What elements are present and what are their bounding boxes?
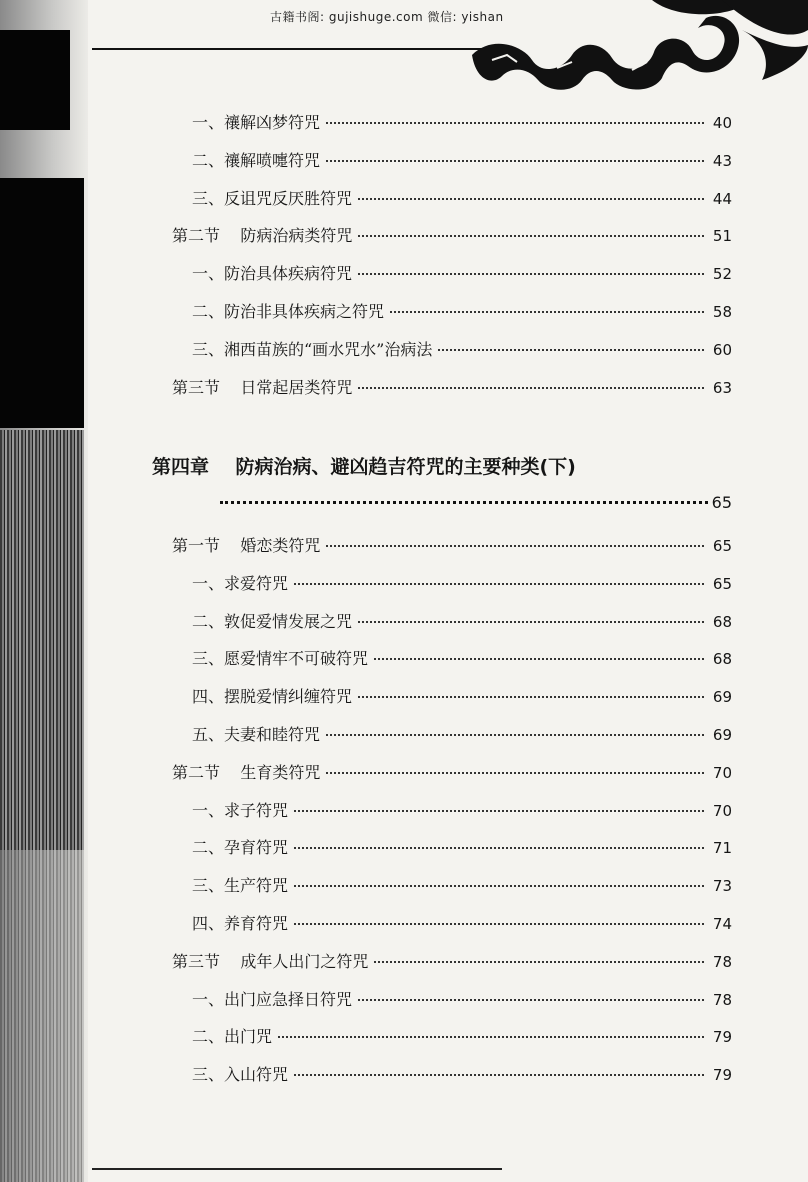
toc-entry-page-number: 68 (712, 650, 732, 669)
toc-entry[interactable] (192, 873, 732, 896)
toc-entry-page-number: 40 (712, 114, 732, 132)
dragon-ornament-icon (462, 0, 808, 96)
toc-entry-page-number: 43 (712, 151, 732, 170)
toc-entry-label: 三、生产符咒 (192, 876, 289, 896)
dot-leader (220, 501, 708, 504)
scan-shadow-top (0, 30, 70, 130)
dot-leader (358, 696, 704, 698)
toc-entry-label: 一、出门应急择日符咒 (192, 989, 353, 1009)
dot-leader (326, 122, 704, 124)
toc-entry[interactable] (192, 684, 732, 707)
toc-entry[interactable] (192, 110, 732, 133)
dot-leader (326, 545, 704, 547)
toc-entry-page-number: 79 (712, 1066, 732, 1085)
dot-leader (326, 734, 704, 736)
toc-entry-label: 三、入山符咒 (192, 1065, 289, 1085)
toc-entry-page-number: 70 (712, 763, 732, 782)
toc-entry-page-number: 44 (712, 189, 732, 208)
toc-entry-label: 第二节 生育类符咒 (172, 762, 321, 782)
dot-leader (358, 273, 704, 275)
toc-entry-label: 一、禳解凶梦符咒 (192, 113, 321, 132)
dot-leader (294, 810, 704, 812)
dot-leader (358, 235, 704, 237)
toc-entry-page-number: 65 (712, 537, 732, 555)
scan-noise-bottom (0, 850, 84, 1182)
toc-entry-page-number: 70 (712, 801, 732, 820)
toc-entry[interactable] (192, 186, 732, 209)
toc-entry-page-number: 71 (712, 839, 732, 858)
toc-entry[interactable] (192, 835, 732, 858)
toc-entry-label: 二、禳解喷嚏符咒 (192, 150, 321, 170)
footer-rule (92, 1168, 502, 1170)
toc-entry[interactable] (192, 1062, 732, 1085)
dot-leader (294, 583, 704, 585)
dot-leader (294, 885, 704, 887)
dot-leader (358, 999, 704, 1001)
toc-entry-page-number: 65 (712, 574, 732, 593)
toc-section-entry[interactable] (172, 760, 732, 783)
toc-entry-page-number: 78 (712, 990, 732, 1009)
scan-shadow-middle (0, 178, 84, 428)
toc-entry-label: 第三节 日常起居类符咒 (172, 377, 353, 397)
dot-leader (438, 349, 704, 351)
toc-entry-page-number: 52 (712, 265, 732, 284)
watermark: 古籍书阁: gujishuge.com 微信: yishan (270, 10, 504, 24)
dot-leader (358, 621, 704, 623)
dot-leader (294, 1074, 704, 1076)
toc-entry-page-number: 51 (712, 227, 732, 246)
toc-entry-page-number: 78 (712, 952, 732, 971)
toc-entry[interactable] (192, 722, 732, 745)
toc-entry-label: 四、养育符咒 (192, 914, 289, 933)
toc-entry-label: 四、摆脱爱情纠缠符咒 (192, 687, 353, 707)
toc-entry[interactable] (192, 798, 732, 821)
toc-entry-page-number: 60 (712, 340, 732, 359)
chapter-page-number: 65 (711, 493, 732, 512)
dot-leader (374, 961, 704, 963)
toc-section-entry[interactable] (172, 375, 732, 398)
toc-entry-label: 三、愿爱情牢不可破符咒 (192, 649, 369, 669)
toc-entry[interactable] (192, 609, 732, 632)
toc-section-entry[interactable] (172, 533, 732, 556)
toc-entry-label: 二、敦促爱情发展之咒 (192, 611, 353, 631)
toc-entry-label: 一、防治具体疾病符咒 (192, 264, 353, 284)
toc-entry[interactable] (192, 299, 732, 322)
dot-leader (374, 658, 704, 660)
toc-entry-page-number: 68 (712, 612, 732, 631)
toc-entry-page-number: 74 (712, 915, 732, 933)
toc-entry-page-number: 69 (712, 726, 732, 744)
toc-entry[interactable] (192, 987, 732, 1010)
toc-entry-page-number: 58 (712, 303, 732, 321)
scan-noise-lower (0, 430, 84, 850)
toc-entry-label: 二、孕育符咒 (192, 838, 289, 858)
toc-entry-label: 二、防治非具体疾病之符咒 (192, 302, 385, 321)
toc-entry-label: 一、求爱符咒 (192, 573, 289, 593)
chapter-leader-row (220, 493, 732, 512)
toc-entry-label: 第一节 婚恋类符咒 (172, 536, 321, 555)
dot-leader (390, 311, 704, 313)
toc-entry-label: 第二节 防病治病类符咒 (172, 226, 353, 246)
dot-leader (358, 387, 704, 389)
toc-entry-page-number: 63 (712, 378, 732, 397)
toc-section-entry[interactable] (172, 223, 732, 246)
toc-entry[interactable] (192, 571, 732, 594)
dot-leader (278, 1036, 704, 1038)
dot-leader (294, 923, 704, 925)
toc-entry[interactable] (192, 911, 732, 934)
header-rule (92, 48, 487, 50)
dot-leader (326, 160, 704, 162)
dot-leader (358, 198, 704, 200)
toc-entry-label: 五、夫妻和睦符咒 (192, 725, 321, 744)
toc-entry-label: 三、湘西苗族的“画水咒水”治病法 (192, 339, 433, 359)
toc-entry-label: 二、出门咒 (192, 1027, 273, 1047)
dot-leader (294, 847, 704, 849)
toc-entry-label: 一、求子符咒 (192, 800, 289, 820)
toc-entry-label: 三、反诅咒反厌胜符咒 (192, 188, 353, 208)
chapter-title: 第四章 防病治病、避凶趋吉符咒的主要种类(下) (152, 456, 576, 478)
dot-leader (326, 772, 704, 774)
toc-entry[interactable] (192, 337, 732, 360)
toc-entry-label: 第三节 成年人出门之符咒 (172, 951, 369, 971)
toc-entry-page-number: 73 (712, 877, 732, 896)
toc-entry[interactable] (192, 646, 732, 669)
toc-entry[interactable] (192, 1024, 732, 1047)
toc-entry[interactable] (192, 148, 732, 171)
toc-entry[interactable] (192, 261, 732, 284)
toc-entry-page-number: 79 (712, 1028, 732, 1047)
toc-entry-page-number: 69 (712, 688, 732, 707)
toc-section-entry[interactable] (172, 949, 732, 972)
